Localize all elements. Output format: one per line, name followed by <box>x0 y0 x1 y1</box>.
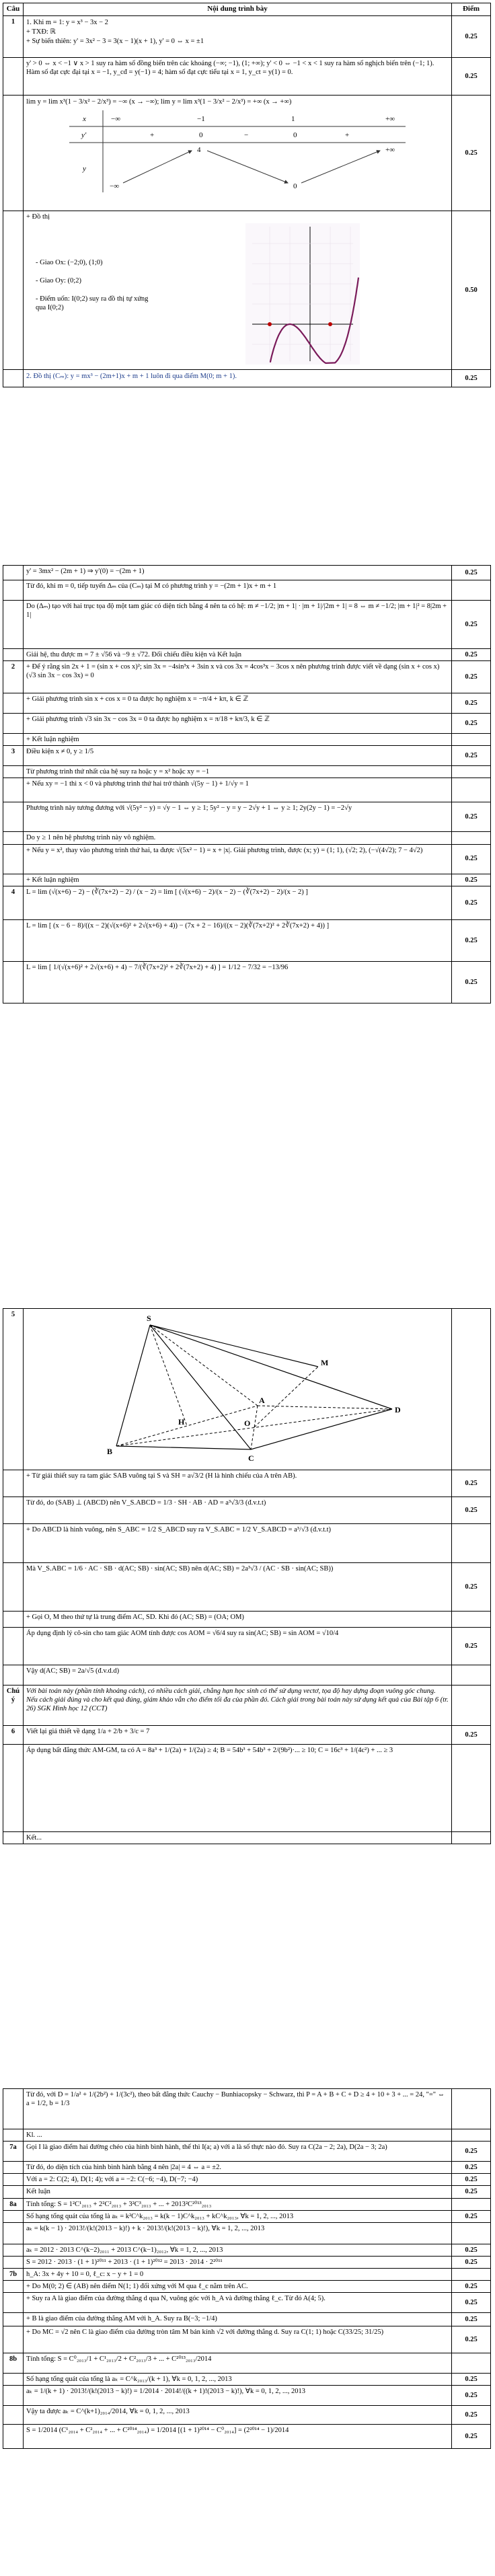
fig-label: D <box>395 1405 401 1414</box>
row-text: Hàm số đạt cực đại tại x = −1, y_cđ = y(−1) = 4; hàm số đạt cực tiểu tại x = 1, y_ct = y(1) = 0. <box>26 68 293 76</box>
row-text: + Gọi O, M theo thứ tự là trung điểm AC, SD. Khi đó (AC; SB) = (OA; OM) <box>24 1612 452 1628</box>
points-cell: 0.25 <box>452 2142 491 2162</box>
page-1 <box>0 0 495 444</box>
table-row <box>3 601 491 649</box>
header-row <box>3 3 491 16</box>
table-row <box>3 2353 491 2374</box>
points-cell: 0.25 <box>452 2326 491 2353</box>
question-number: 5 <box>3 1309 24 1470</box>
row-text: - Giao Oy: (0;2) <box>36 276 81 285</box>
fig-label: S <box>147 1314 151 1323</box>
points-cell <box>452 1665 491 1685</box>
table-row <box>3 2089 491 2129</box>
fig-label: B <box>107 1447 113 1456</box>
table-row <box>3 1563 491 1612</box>
row-text: + Nếu y = x², thay vào phương trình thứ hai, ta được √(5x² − 1) = x + |x|. Giải phương trình, được (x; y) = (1; 1), (√2; 2), (−√(4√2); 7 − 4√2) <box>24 844 452 874</box>
table-row <box>3 2174 491 2186</box>
table-row <box>3 2210 491 2222</box>
points-cell <box>452 778 491 802</box>
table-row <box>3 1470 491 1497</box>
points-cell: 0.25 <box>452 369 491 387</box>
table-row <box>3 778 491 802</box>
row-text: + Kết luận nghiệm <box>24 874 452 886</box>
points-cell: 0.25 <box>452 1726 491 1745</box>
fig-label: M <box>321 1358 329 1367</box>
table-row <box>3 2186 491 2198</box>
question-number: 3 <box>3 746 24 766</box>
pyramid-figure <box>49 1312 426 1466</box>
row-text: Kết... <box>24 1832 452 1844</box>
points-cell: 0.25 <box>452 2186 491 2198</box>
table-row <box>3 1726 491 1745</box>
table-row <box>3 649 491 661</box>
points-cell: 0.25 <box>452 2425 491 2449</box>
table-row <box>3 832 491 844</box>
bbt-y-label: y <box>83 164 86 173</box>
row-text: Vậy ta được aₖ = C^(k+1)₂₀₁₄/2014, ∀k = 0, 1, 2, ..., 2013 <box>24 2406 452 2425</box>
table-row <box>3 746 491 766</box>
table-row <box>3 15 491 57</box>
header-points: Điểm <box>452 3 491 16</box>
row-text: Tính tổng: S = C⁰₂₀₁₃/1 + C¹₂₀₁₃/2 + C²₂₀₁₃/3 + ... + C²⁰¹³₂₀₁₃/2014 <box>24 2353 452 2374</box>
table-row <box>3 844 491 874</box>
points-cell: 0.25 <box>452 919 491 961</box>
page-4 <box>0 2088 495 2574</box>
points-cell: 0.25 <box>452 57 491 95</box>
points-cell <box>452 1524 491 1563</box>
row-text: Mà V_S.ABC = 1/6 · AC · SB · d(AC; SB) · sin(AC; SB) nên d(AC; SB) = 2a³√3 / (AC · SB · sin(AC; SB)) <box>24 1563 452 1612</box>
row-text: + Do ABCD là hình vuông, nên S_ABC = 1/2 S_ABCD suy ra V_S.ABC = 1/2 V_S.ABCD = a³/√3 (đ.v.t.t) <box>24 1524 452 1563</box>
points-cell <box>452 2129 491 2142</box>
points-cell <box>452 2089 491 2129</box>
row-text: y' = 3mx² − (2m + 1) ⇒ y'(0) = −(2m + 1) <box>24 566 452 580</box>
bbt-y-val: −∞ <box>110 182 120 190</box>
bbt-x-label: x <box>83 114 86 123</box>
row-text: Điều kiện x ≠ 0, y ≥ 1/5 <box>24 746 452 766</box>
points-cell <box>452 2353 491 2374</box>
bbt-x-val: −∞ <box>111 114 121 123</box>
row-text: + B là giao điểm của đường thẳng AM với h_A. Suy ra B(−3; −1/4) <box>24 2313 452 2326</box>
row-text: + Suy ra A là giao điểm của đường thẳng d qua N, vuông góc với h_A và đường thẳng ℓ_c. Từ đó A(4; 5). <box>24 2293 452 2313</box>
points-cell: 0.25 <box>452 2281 491 2293</box>
points-cell: 0.25 <box>452 714 491 734</box>
row-text: L = lim [ (x − 6 − 8)/((x − 2)(√(x+6)² + 2√(x+6) + 4)) − (7x + 2 − 16)/((x − 2)(∛(7x+2)² + 2∛(7x+2) + 4)) ] <box>24 919 452 961</box>
page-3 <box>0 1308 495 1994</box>
table-row <box>3 2256 491 2268</box>
row-text: + Kết luận nghiệm <box>24 734 452 746</box>
row-text: Vậy d(AC; SB) = 2a/√5 (đ.v.d.d) <box>24 1665 452 1685</box>
cubic-curve <box>270 277 358 363</box>
row-text: Số hạng tổng quát của tổng là aₖ = C^k₂₀₁₃/(k + 1), ∀k = 0, 1, 2, ..., 2013 <box>24 2374 452 2386</box>
points-cell <box>452 2222 491 2244</box>
points-cell: 0.25 <box>452 886 491 919</box>
bbt-x-val: +∞ <box>385 114 395 123</box>
row-text: S = 1/2014 (C¹₂₀₁₄ + C²₂₀₁₄ + ... + C²⁰¹⁴₂₀₁₄) = 1/2014 [(1 + 1)²⁰¹⁴ − C⁰₂₀₁₄] = (2²⁰¹⁴ − 1)/2014 <box>24 2425 452 2449</box>
fig-label: C <box>248 1453 254 1463</box>
question-number: 6 <box>3 1726 24 1745</box>
table-row <box>3 1685 491 1726</box>
table-row <box>3 2198 491 2210</box>
points-cell: 0.25 <box>452 2406 491 2425</box>
points-cell <box>452 1612 491 1628</box>
points-cell: 0.25 <box>452 961 491 1003</box>
points-cell: 0.25 <box>452 693 491 714</box>
table-row <box>3 369 491 387</box>
row-text: Với a = 2: C(2; 4), D(1; 4); với a = −2: C(−6; −4), D(−7; −4) <box>24 2174 452 2186</box>
question-number: 8b <box>3 2353 24 2374</box>
row-text: + Giải phương trình sin x + cos x = 0 ta được họ nghiệm x = −π/4 + kπ, k ∈ ℤ <box>24 693 452 714</box>
table-row <box>3 2386 491 2406</box>
fig-label: H <box>178 1417 185 1427</box>
table-row <box>3 734 491 746</box>
row-text: Từ phương trình thứ nhất của hệ suy ra hoặc y = x² hoặc xy = −1 <box>24 766 452 778</box>
row-text: - Điểm uốn: I(0;2) suy ra đồ thị tự xứng qua I(0;2) <box>36 295 149 312</box>
table-row <box>3 2269 491 2281</box>
row-content <box>24 211 452 369</box>
row-text: Từ đó, với D = 1/a² + 1/(2b²) + 1/(3c²), theo bất đẳng thức Cauchy − Bunhiacopsky − Schwarz, thì P = A + B + C + D ≥ 4 + 10 + 3 + ... = 24, "=" ⇔ a = 1/2, b = 1/3 <box>24 2089 452 2129</box>
table-row <box>3 919 491 961</box>
question-number: 4 <box>3 886 24 919</box>
row-text: Từ đó, do (SAB) ⊥ (ABCD) nên V_S.ABCD = 1/3 · SH · AB · AD = a³√3/3 (đ.v.t.t) <box>24 1497 452 1524</box>
points-cell: 0.25 <box>452 2174 491 2186</box>
table-row <box>3 2313 491 2326</box>
points-cell: 0.25 <box>452 1470 491 1497</box>
header-question: Câu <box>3 3 24 16</box>
row-text: + Để ý rằng sin 2x + 1 = (sin x + cos x)²; sin 3x = −4sin³x + 3sin x và cos 3x = 4cos³x − 3cos x nên phương trình được viết về dạng (sin x + cos x)(√3 sin 3x − cos 3x) = 0 <box>24 661 452 693</box>
row-text: L = lim (√(x+6) − 2) − (∛(7x+2) − 2) / (x − 2) = lim [ (√(x+6) − 2)/(x − 2) − (∛(7x+2) − 2)/(x − 2) ] <box>24 886 452 919</box>
question-number: 1 <box>3 15 24 57</box>
row-text: + Sự biến thiên: y' = 3x² − 3 = 3(x − 1)(x + 1), y' = 0 ⇔ x = ±1 <box>26 38 204 45</box>
row-text: y' > 0 ⇔ x < −1 ∨ x > 1 suy ra hàm số đồng biến trên các khoảng (−∞; −1), (1; +∞); y' < 0 ⇔ −1 < x < 1 suy ra hàm số nghịch biến trên (−1; 1). <box>26 59 434 67</box>
row-text: Với bài toán này (phần tính khoảng cách), có nhiều cách giải, chẳng hạn học sinh có thể sử dụng vectơ, tọa độ hay dựng đoạn vuông góc chung. Nếu cách giải đúng và cho kết quả đúng, giám khảo vẫn cho điểm tối đa của phần đó. Cách giải trong bài toán này sử dụng kết quả của Bài tập 6 (tr. 26) SGK Hình học 12 (CCT) <box>24 1685 452 1726</box>
points-cell <box>452 580 491 601</box>
table-row <box>3 2129 491 2142</box>
question-number: 2 <box>3 661 24 693</box>
row-content <box>24 369 452 387</box>
row-text: Viết lại giả thiết về dạng 1/a + 2/b + 3/c = 7 <box>24 1726 452 1745</box>
table-row <box>3 2374 491 2386</box>
row-text: lim y = lim x³(1 − 3/x² − 2/x³) = −∞ (x → −∞); lim y = lim x³(1 − 3/x² − 2/x³) = +∞ (x → +∞) <box>26 98 292 106</box>
row-text: Từ đó, do diện tích của hình bình hành bằng 4 nên |2a| = 4 ⇔ a = ±2. <box>24 2162 452 2174</box>
row-content <box>24 95 452 211</box>
bbt-y-val: 4 <box>197 145 201 154</box>
header-content: Nội dung trình bày <box>24 3 452 16</box>
table-row <box>3 211 491 369</box>
table-row <box>3 886 491 919</box>
bbt-x-val: 1 <box>291 114 295 123</box>
table-row <box>3 766 491 778</box>
points-cell: 0.25 <box>452 2210 491 2222</box>
table-row <box>3 1497 491 1524</box>
points-cell <box>452 2198 491 2210</box>
bbt-sign: 0 <box>199 130 203 139</box>
row-text: Số hạng tổng quát của tổng là aₖ = k²C^k₂₀₁₃ = k(k − 1)C^k₂₀₁₃ + kC^k₂₀₁₃, ∀k = 1, 2, ..., 2013 <box>24 2210 452 2222</box>
table-row <box>3 2222 491 2244</box>
row-text: + Nếu xy = −1 thì x < 0 và phương trình thứ hai trở thành √(5y − 1) + 1/√y = 1 <box>24 778 452 802</box>
table-row <box>3 2425 491 2449</box>
points-cell: 0.25 <box>452 15 491 57</box>
points-cell: 0.50 <box>452 211 491 369</box>
solution-table-2 <box>3 565 491 1003</box>
points-cell <box>452 2269 491 2281</box>
table-row <box>3 661 491 693</box>
solution-table-3 <box>3 1308 491 1844</box>
points-cell: 0.25 <box>452 1497 491 1524</box>
table-row <box>3 1665 491 1685</box>
bbt-yp-label: y' <box>81 130 87 139</box>
row-content <box>24 15 452 57</box>
table-row <box>3 802 491 832</box>
row-text: h_A: 3x + 4y + 10 = 0, ℓ_c: x − y + 1 = 0 <box>24 2269 452 2281</box>
bbt-y-val: 0 <box>293 182 297 190</box>
table-row <box>3 566 491 580</box>
table-row <box>3 1745 491 1832</box>
row-text: Gọi I là giao điểm hai đường chéo của hình bình hành, thế thì I(a; a) với a là số thực nào đó. Suy ra C(2a − 2; 2a), D(2a − 3; 2a) <box>24 2142 452 2162</box>
points-cell <box>452 832 491 844</box>
fig-label: O <box>244 1418 251 1428</box>
points-cell <box>452 766 491 778</box>
bbt-y-val: +∞ <box>385 145 395 154</box>
table-row <box>3 2293 491 2313</box>
points-cell: 0.25 <box>452 2374 491 2386</box>
bbt-sign: 0 <box>293 130 297 139</box>
row-content <box>24 1309 452 1470</box>
row-text: Áp dụng định lý cô-sin cho tam giác AOM tính được cos AOM = √6/4 suy ra sin(AC; SB) = sin AOM = √10/4 <box>24 1628 452 1665</box>
question-number: 7b <box>3 2269 24 2281</box>
row-text: Do y ≥ 1 nên hệ phương trình này vô nghiệm. <box>24 832 452 844</box>
row-text: Phương trình này tương đương với √(5y² − y) = √y − 1 ⇔ y ≥ 1; 5y² − y = y − 2√y + 1 ⇔ y ≥ 1; 2y(2y − 1) = −2√y <box>24 802 452 832</box>
row-text: aₖ = 1/(k + 1) · 2013!/(k!(2013 − k)!) = 1/2014 · 2014!/((k + 1)!(2013 − k)!), ∀k = 0, 1, 2, ..., 2013 <box>24 2386 452 2406</box>
points-cell: 0.25 <box>452 802 491 832</box>
table-row <box>3 1524 491 1563</box>
question-number: 8a <box>3 2198 24 2210</box>
row-text: + Đồ thị <box>26 213 50 221</box>
points-cell: 0.25 <box>452 566 491 580</box>
row-text: - Giao Ox: (−2;0), (1;0) <box>36 258 103 266</box>
table-row <box>3 2281 491 2293</box>
bbt-x-val: −1 <box>197 114 205 123</box>
points-cell: 0.25 <box>452 844 491 874</box>
table-row <box>3 961 491 1003</box>
table-row <box>3 2162 491 2174</box>
row-text: Kết luận <box>24 2186 452 2198</box>
row-text: S = 2012 · 2013 · (1 + 1)²⁰¹¹ + 2013 · (1 + 1)²⁰¹² = 2013 · 2014 · 2²⁰¹¹ <box>24 2256 452 2268</box>
question-number: 7a <box>3 2142 24 2162</box>
row-text: + Giải phương trình √3 sin 3x − cos 3x = 0 ta được họ nghiệm x = π/18 + kπ/3, k ∈ ℤ <box>24 714 452 734</box>
row-text: + TXĐ: ℝ <box>26 28 56 36</box>
points-cell: 0.25 <box>452 874 491 886</box>
points-cell: 0.25 <box>452 601 491 649</box>
row-text: + Do M(0; 2) ∈ (AB) nên điểm N(1; 1) đối xứng với M qua ℓ_c nằm trên AC. <box>24 2281 452 2293</box>
row-text: Giải hệ, thu được m = 7 ± √56 và −9 ± √72. Đối chiếu điều kiện và Kết luận <box>24 649 452 661</box>
points-cell: 0.25 <box>452 649 491 661</box>
points-cell: 0.25 <box>452 2256 491 2268</box>
row-content <box>24 57 452 95</box>
row-text: aₖ = k(k − 1) · 2013!/(k!(2013 − k)!) + k · 2013!/(k!(2013 − k)!), ∀k = 1, 2, ..., 2013 <box>24 2222 452 2244</box>
row-text: 1. Khi m = 1: y = x³ − 3x − 2 <box>26 18 108 26</box>
points-cell: 0.25 <box>452 661 491 693</box>
points-cell: 0.25 <box>452 2293 491 2313</box>
points-cell <box>452 1685 491 1726</box>
table-row <box>3 2406 491 2425</box>
row-text: Kl. ... <box>24 2129 452 2142</box>
points-cell: 0.25 <box>452 1628 491 1665</box>
table-row <box>3 714 491 734</box>
points-cell <box>452 734 491 746</box>
row-text: + Từ giải thiết suy ra tam giác SAB vuông tại S và SH = a√3/2 (H là hình chiếu của A trên AB). <box>24 1470 452 1497</box>
points-cell: 0.25 <box>452 2386 491 2406</box>
function-graph <box>245 223 360 365</box>
bbt-sign: + <box>150 130 155 139</box>
points-cell: 0.25 <box>452 2162 491 2174</box>
page-2 <box>0 565 495 1063</box>
table-row <box>3 1309 491 1470</box>
bbt-sign: − <box>244 130 249 139</box>
variation-table <box>63 108 412 195</box>
solution-table-4 <box>3 2088 491 2449</box>
row-text: Do (Δₘ) tạo với hai trục tọa độ một tam giác có diện tích bằng 4 nên ta có hệ: m ≠ −1/2; |m + 1| · |m + 1|/|2m + 1| = 8 ⇔ m ≠ −1/2; |m + 1|² = 8|2m + 1| <box>24 601 452 649</box>
points-cell: 0.25 <box>452 1563 491 1612</box>
row-text: Áp dụng bất đẳng thức AM-GM, ta có A = 8a³ + 1/(2a) + 1/(2a) ≥ 4; B = 54b³ + 54b³ + 2/(9b²)·... ≥ 10; C = 16c³ + 1/(4c²) + ... ≥ 3 <box>24 1745 452 1832</box>
points-cell: 0.25 <box>452 746 491 766</box>
table-row <box>3 580 491 601</box>
bbt-sign: + <box>345 130 350 139</box>
table-row <box>3 2142 491 2162</box>
question-number: Chú ý <box>3 1685 24 1726</box>
row-text: Tính tổng: S = 1²C¹₂₀₁₃ + 2²C²₂₀₁₃ + 3²C³₂₀₁₃ + ... + 2013²C²⁰¹³₂₀₁₃ <box>24 2198 452 2210</box>
fig-label: A <box>259 1396 265 1405</box>
table-row <box>3 2244 491 2256</box>
points-cell <box>452 1832 491 1844</box>
table-row <box>3 57 491 95</box>
solution-table-1 <box>3 3 491 387</box>
points-cell <box>452 1745 491 1832</box>
table-row <box>3 1628 491 1665</box>
table-row <box>3 95 491 211</box>
row-text: L = lim [ 1/(√(x+6)² + 2√(x+6) + 4) − 7/(∛(7x+2)² + 2∛(7x+2) + 4) ] = 1/12 − 7/32 = −13/96 <box>24 961 452 1003</box>
table-row <box>3 874 491 886</box>
row-text: + Do MC = √2 nên C là giao điểm của đường tròn tâm M bán kính √2 với đường thẳng d. Suy ra C(1; 1) hoặc C(33/25; 31/25) <box>24 2326 452 2353</box>
points-cell: 0.25 <box>452 95 491 211</box>
table-row <box>3 1832 491 1844</box>
points-cell: 0.25 <box>452 2313 491 2326</box>
row-text: aₖ = 2012 · 2013 C^(k−2)₂₀₁₁ + 2013 C^(k−1)₂₀₁₂, ∀k = 1, 2, ..., 2013 <box>24 2244 452 2256</box>
table-row <box>3 693 491 714</box>
table-row <box>3 1612 491 1628</box>
points-cell: 0.25 <box>452 2244 491 2256</box>
table-row <box>3 2326 491 2353</box>
row-text: 2. Đồ thị (Cₘ): y = mx³ − (2m+1)x + m + 1 luôn đi qua điểm M(0; m + 1). <box>26 372 237 380</box>
row-text: Từ đó, khi m = 0, tiếp tuyến Δₘ của (Cₘ) tại M có phương trình y = −(2m + 1)x + m + 1 <box>24 580 452 601</box>
